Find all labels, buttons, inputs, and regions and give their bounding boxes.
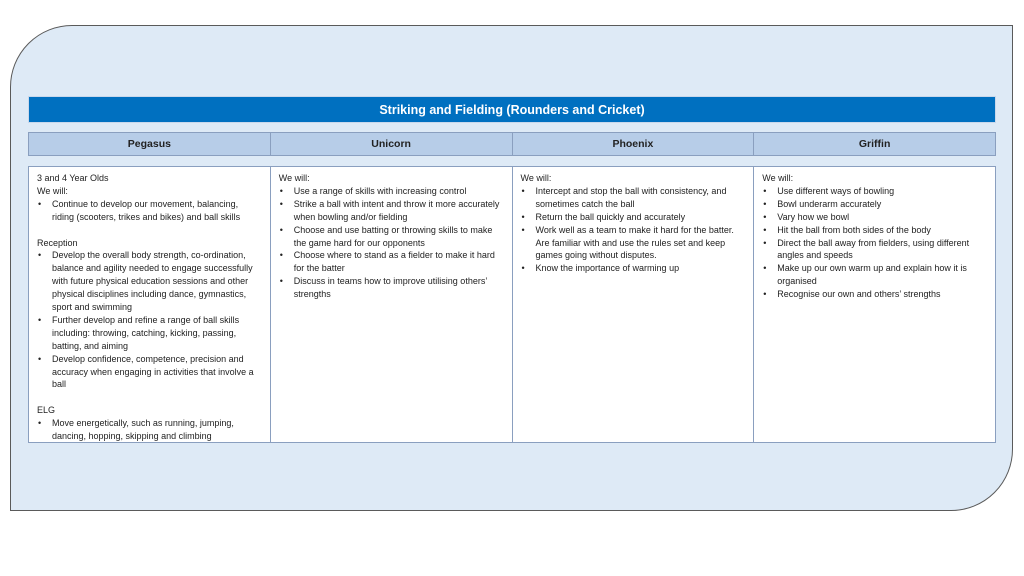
list-item: • Bowl underarm accurately	[762, 198, 987, 211]
pegasus-cell	[28, 166, 270, 443]
intro-text: We will:	[278, 173, 310, 183]
list-item: • Work well as a team to make it hard for the batter. Are familiar with and use the rules set and keep games going without disputes.	[521, 224, 746, 263]
list-item: • Move energetically, such as running, jumping, dancing, hopping, skipping and climbing	[37, 417, 262, 443]
griffin-list	[762, 185, 987, 301]
intro-text: We will:	[520, 173, 552, 183]
list-item: • Recognise our own and others’ strengths	[762, 288, 987, 301]
unicorn-cell	[270, 166, 512, 443]
reception-list	[37, 249, 262, 391]
list-item: • Use a range of skills with increasing control	[279, 185, 504, 198]
list-item: • Develop the overall body strength, co-ordination, balance and agility needed to engage successfully with future physical education sessions and other physical disciplines including dance, gymnastics, sport and swimming	[37, 249, 262, 314]
reception-heading: Reception	[37, 237, 78, 248]
list-item: • Choose where to stand as a fielder to make it hard for the batter	[279, 249, 504, 275]
list-item: • Choose and use batting or throwing skills to make the game hard for our opponents	[279, 224, 504, 250]
list-item: • Strike a ball with intent and throw it more accurately when bowling and/or fielding	[279, 198, 504, 224]
column-header-phoenix: Phoenix	[512, 132, 754, 156]
list-item: • Further develop and refine a range of ball skills including: throwing, catching, kicking, passing, batting, and aiming	[37, 314, 262, 353]
page-title: Striking and Fielding (Rounders and Cricket)	[28, 96, 996, 123]
elg-list	[37, 417, 262, 443]
elg-heading: ELG	[37, 405, 56, 416]
column-header-griffin: Griffin	[753, 132, 996, 156]
phoenix-list	[521, 185, 746, 275]
intro-text: We will:	[762, 173, 794, 183]
list-item: • Direct the ball away from fielders, using different angles and speeds	[762, 237, 987, 263]
list-item: • Intercept and stop the ball with consistency, and sometimes catch the ball	[521, 185, 746, 211]
list-item: • Know the importance of warming up	[521, 262, 746, 275]
list-item: • Continue to develop our movement, balancing, riding (scooters, trikes and bikes) and ball skills	[37, 198, 262, 224]
list-item: • Use different ways of bowling	[762, 185, 987, 198]
list-item: • Hit the ball from both sides of the body	[762, 224, 987, 237]
age-heading: 3 and 4 Year Olds	[37, 173, 109, 183]
column-header-pegasus: Pegasus	[28, 132, 270, 156]
content-row	[28, 166, 996, 443]
list-item: • Return the ball quickly and accurately	[521, 211, 746, 224]
phoenix-cell	[512, 166, 754, 443]
column-header-unicorn: Unicorn	[270, 132, 512, 156]
intro-text: We will:	[37, 185, 68, 196]
list-item: • Discuss in teams how to improve utilising others’ strengths	[279, 275, 504, 301]
list-item: • Vary how we bowl	[762, 211, 987, 224]
list-item: • Make up our own warm up and explain how it is organised	[762, 262, 987, 288]
early-years-list	[37, 198, 262, 224]
list-item: • Develop confidence, competence, precision and accuracy when engaging in activities that involve a ball	[37, 353, 262, 392]
unicorn-list	[279, 185, 504, 301]
column-header-row	[28, 132, 996, 156]
griffin-cell	[753, 166, 996, 443]
